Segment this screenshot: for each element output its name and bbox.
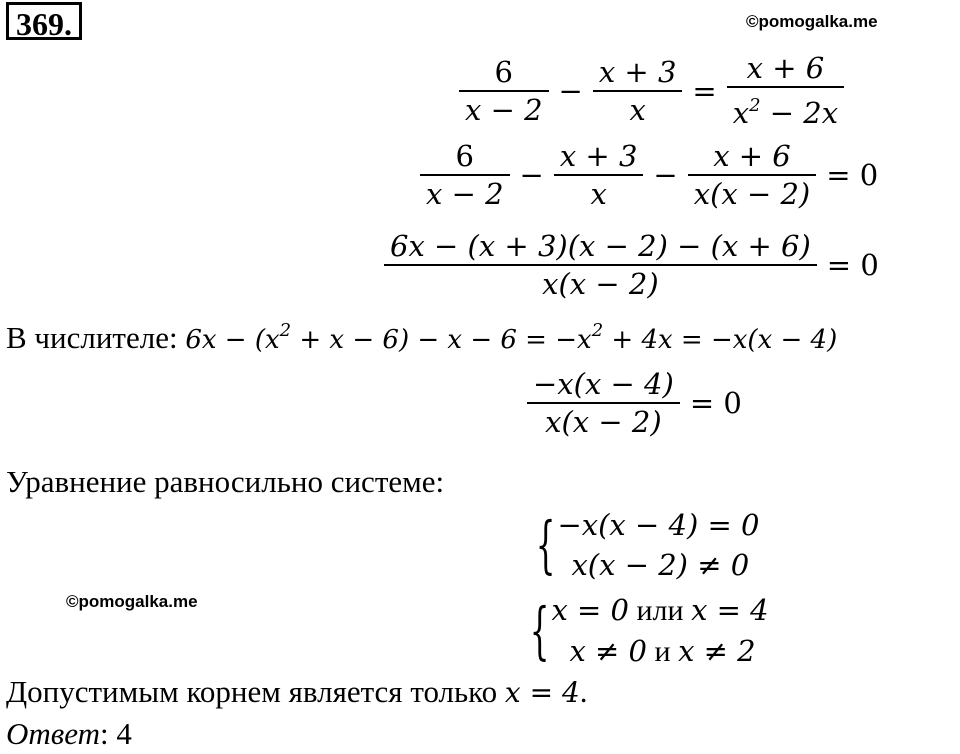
system-1 [516, 505, 759, 585]
fraction [459, 54, 549, 128]
fraction [384, 228, 817, 302]
numerator: x + 6 [713, 139, 791, 173]
numerator: 6x − (x + 3)(x − 2) − (x + 6) [390, 229, 811, 263]
conclusion: Допустимым корнем является только x = 4. [6, 674, 588, 709]
answer-label: Ответ [6, 716, 100, 751]
numerator-expression: $6x - (x^2 + x - 6) - x - 6 = -x^2 + 4x = -x(x - 4)$ [185, 320, 838, 355]
system-2 [510, 590, 769, 672]
numerator-label: В числителе: [6, 320, 186, 355]
equals-zero: = 0 [826, 158, 879, 192]
system-row: x = 0 или x = 4 [551, 593, 769, 627]
system-row: −x(x − 4) = 0 [557, 508, 760, 542]
brace-icon: { [535, 508, 556, 581]
numerator: x + 6 [746, 51, 825, 85]
answer: Ответ: 4 [6, 716, 132, 751]
system-row: x ≠ 0 и x ≠ 2 [569, 634, 756, 668]
watermark-mid: ©pomogalka.me [66, 592, 198, 611]
watermark-top: ©pomogalka.me [746, 12, 878, 31]
system-row: x(x − 2) ≠ 0 [571, 548, 750, 582]
numerator: x + 3 [559, 139, 638, 173]
system-intro: Уравнение равносильно системе: [6, 464, 445, 499]
denominator: x − 2 [426, 177, 504, 211]
fraction [527, 366, 680, 440]
brace-icon: { [529, 594, 550, 667]
denominator: x − 2 [465, 92, 543, 127]
numerator: 6 [455, 139, 474, 173]
denominator: x(x − 2) [545, 405, 662, 439]
equation-1 [455, 50, 848, 131]
equation-2 [416, 138, 884, 212]
denominator: x [590, 177, 607, 211]
operator: − [519, 158, 544, 192]
fraction [420, 138, 510, 212]
fraction [593, 54, 683, 128]
numerator-expansion [6, 320, 837, 356]
numerator: x + 3 [598, 54, 677, 89]
denominator: x(x − 2) [542, 267, 659, 301]
equation-3 [380, 228, 885, 302]
operator: = [692, 73, 717, 108]
denominator: $x^2 - 2x$ [732, 95, 839, 130]
problem-number: 369. [6, 2, 82, 40]
answer-value: 4 [116, 716, 132, 751]
operator: − [558, 73, 583, 108]
numerator: 6 [494, 54, 513, 89]
equals-zero: = 0 [826, 248, 879, 282]
fraction [554, 138, 644, 212]
fraction [688, 138, 817, 212]
operator: − [653, 158, 678, 192]
denominator: x(x − 2) [693, 177, 811, 211]
equals-zero: = 0 [689, 386, 742, 420]
numerator: −x(x − 4) [533, 367, 674, 401]
denominator: x [629, 92, 646, 127]
fraction [727, 50, 844, 131]
equation-4 [523, 366, 748, 440]
